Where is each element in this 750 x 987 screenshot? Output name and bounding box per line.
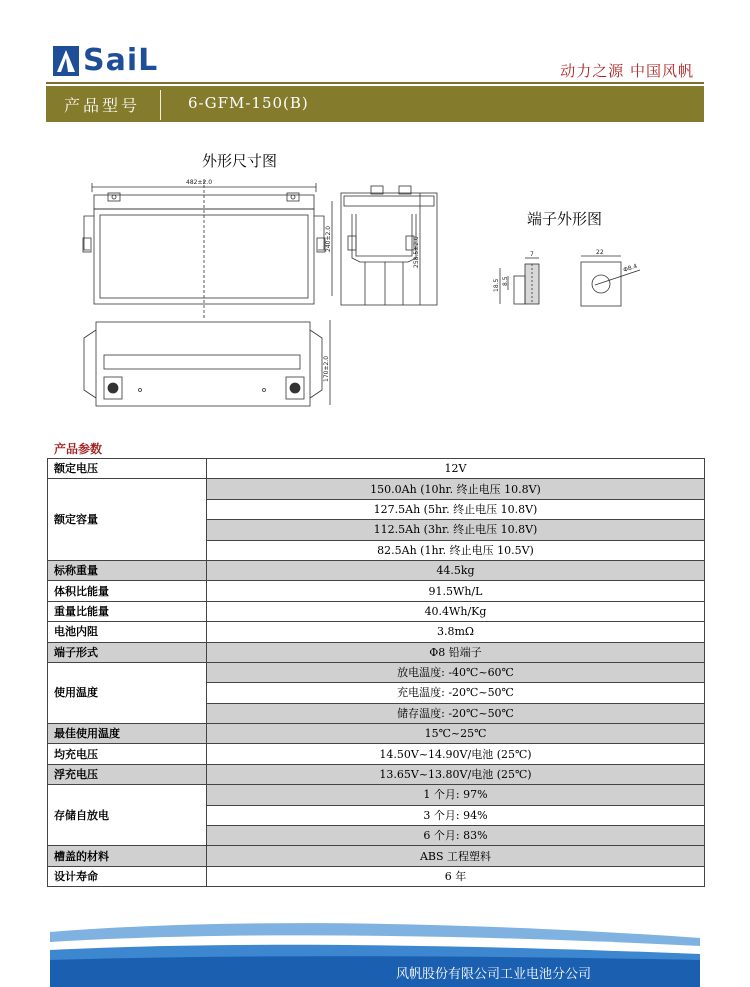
side-view [332,186,437,305]
terminal-drawing-title: 端子外形图 [527,210,603,228]
param-value: 放电温度: -40℃~60℃ [207,662,705,682]
dimension-drawings [0,0,750,440]
param-name: 额定容量 [48,479,207,561]
param-value: Φ8 铅端子 [207,642,705,662]
footer-wave [0,920,750,987]
table-row [48,581,705,601]
table-row [48,560,705,580]
param-value: 112.5Ah (3hr. 终止电压 10.8V) [207,520,705,540]
brand-name: SaiL [83,43,159,78]
param-value: 储存温度: -20℃~50℃ [207,703,705,723]
table-row [48,785,705,805]
param-value: 6 个月: 83% [207,826,705,846]
param-value: 6 年 [207,866,705,886]
param-value: 3 个月: 94% [207,805,705,825]
front-view [83,180,325,318]
param-name: 标称重量 [48,560,207,580]
dim-terminal-small: 8.5 [502,276,509,286]
param-name: 体积比能量 [48,581,207,601]
param-name: 槽盖的材料 [48,846,207,866]
param-value: 14.50V~14.90V/电池 (25℃) [207,744,705,764]
dim-height: 240±2.0 [325,225,332,252]
table-row [48,846,705,866]
param-value: 91.5Wh/L [207,581,705,601]
table-row [48,662,705,682]
param-name: 设计寿命 [48,866,207,886]
dim-terminal-w: 7 [530,251,534,258]
top-view [84,320,330,406]
param-name: 最佳使用温度 [48,724,207,744]
dim-terminal-dia: Φ8.4 [622,262,639,274]
model-value: 6-GFM-150(B) [188,94,309,112]
table-row [48,724,705,744]
table-row [48,479,705,499]
param-name: 存储自放电 [48,785,207,846]
param-value: 1 个月: 97% [207,785,705,805]
param-value: 充电温度: -20℃~50℃ [207,683,705,703]
param-value: 12V [207,459,705,479]
param-value: 150.0Ah (10hr. 终止电压 10.8V) [207,479,705,499]
dim-width: 170±2.0 [323,355,330,382]
dim-terminal-h: 18.5 [493,278,500,292]
param-name: 端子形式 [48,642,207,662]
param-value: 82.5Ah (1hr. 终止电压 10.5V) [207,540,705,560]
param-value: 40.4Wh/Kg [207,601,705,621]
param-value: ABS 工程塑料 [207,846,705,866]
table-row [48,642,705,662]
dim-terminal-size: 22 [596,249,604,256]
footer-company: 风帆股份有限公司工业电池分公司 [396,967,592,982]
param-value: 127.5Ah (5hr. 终止电压 10.8V) [207,499,705,519]
param-name: 电池内阻 [48,622,207,642]
params-table [47,458,705,887]
param-name: 重量比能量 [48,601,207,621]
param-name: 额定电压 [48,459,207,479]
dim-total-height: 258.5±2.0 [413,236,420,268]
table-row [48,866,705,886]
table-row [48,764,705,784]
model-label: 产品型号 [64,96,141,115]
params-title: 产品参数 [54,442,103,456]
table-row [48,622,705,642]
param-name: 浮充电压 [48,764,207,784]
dim-length: 482±2.0 [186,179,213,186]
drawing-title: 外形尺寸图 [202,152,278,170]
param-name: 使用温度 [48,662,207,723]
slogan: 动力之源 中国风帆 [560,62,694,80]
table-row [48,459,705,479]
param-value: 3.8mΩ [207,622,705,642]
param-value: 13.65V~13.80V/电池 (25℃) [207,764,705,784]
table-row [48,744,705,764]
table-row [48,601,705,621]
param-value: 15℃~25℃ [207,724,705,744]
param-name: 均充电压 [48,744,207,764]
param-value: 44.5kg [207,560,705,580]
